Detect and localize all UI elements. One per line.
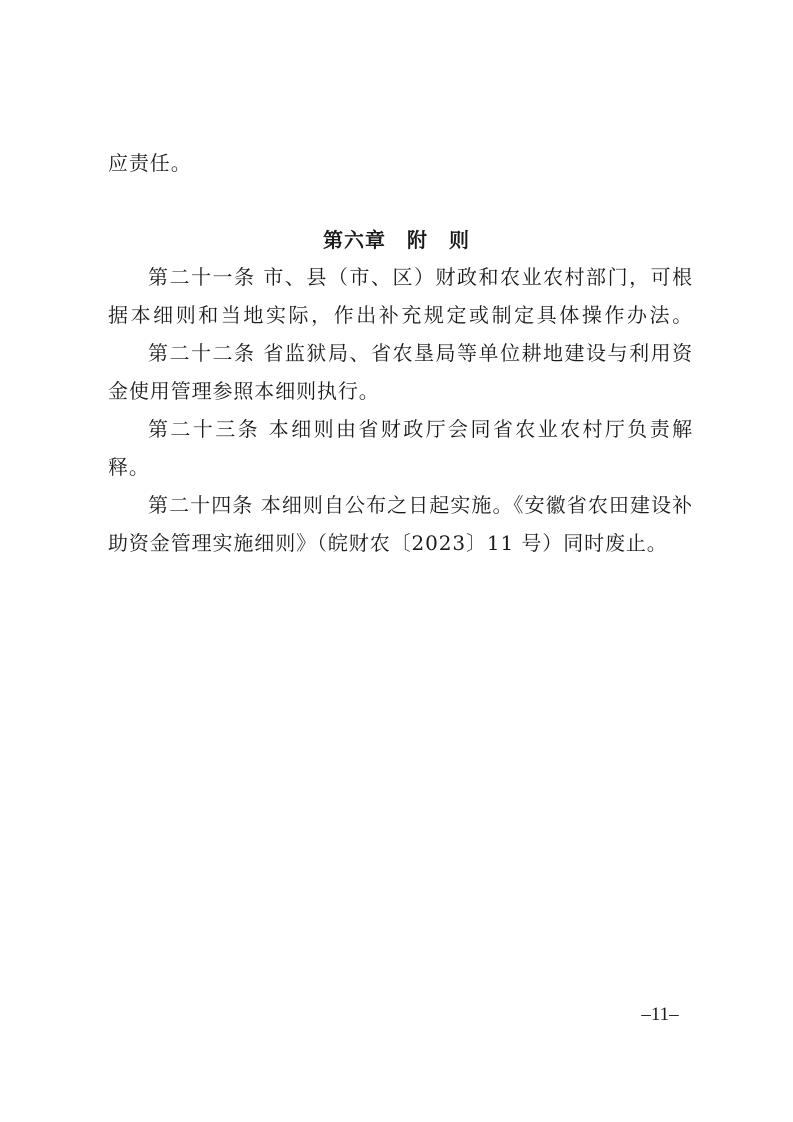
- page-number: –11–: [641, 1004, 679, 1025]
- chapter-heading: 第六章 附 则: [323, 228, 470, 252]
- article-21-line-1: 第二十一条 市、县（市、区）财政和农业农村部门，可根: [148, 265, 693, 289]
- article-23-line-1: 第二十三条 本细则由省财政厅会同省农业农村厅负责解: [148, 417, 693, 441]
- article-21-line-2: 据本细则和当地实际，作出补充规定或制定具体操作办法。: [108, 303, 693, 327]
- article-22-line-2: 金使用管理参照本细则执行。: [108, 379, 380, 403]
- article-24-line-1: 第二十四条 本细则自公布之日起实施。《安徽省农田建设补: [148, 493, 693, 517]
- article-22-line-1: 第二十二条 省监狱局、省农垦局等单位耕地建设与利用资: [148, 341, 693, 365]
- top-fragment-text: 应责任。: [108, 151, 192, 175]
- article-24-line-2: 助资金管理实施细则》（皖财农〔2023〕11 号）同时废止。: [108, 531, 668, 555]
- article-23-line-2: 释。: [108, 455, 150, 479]
